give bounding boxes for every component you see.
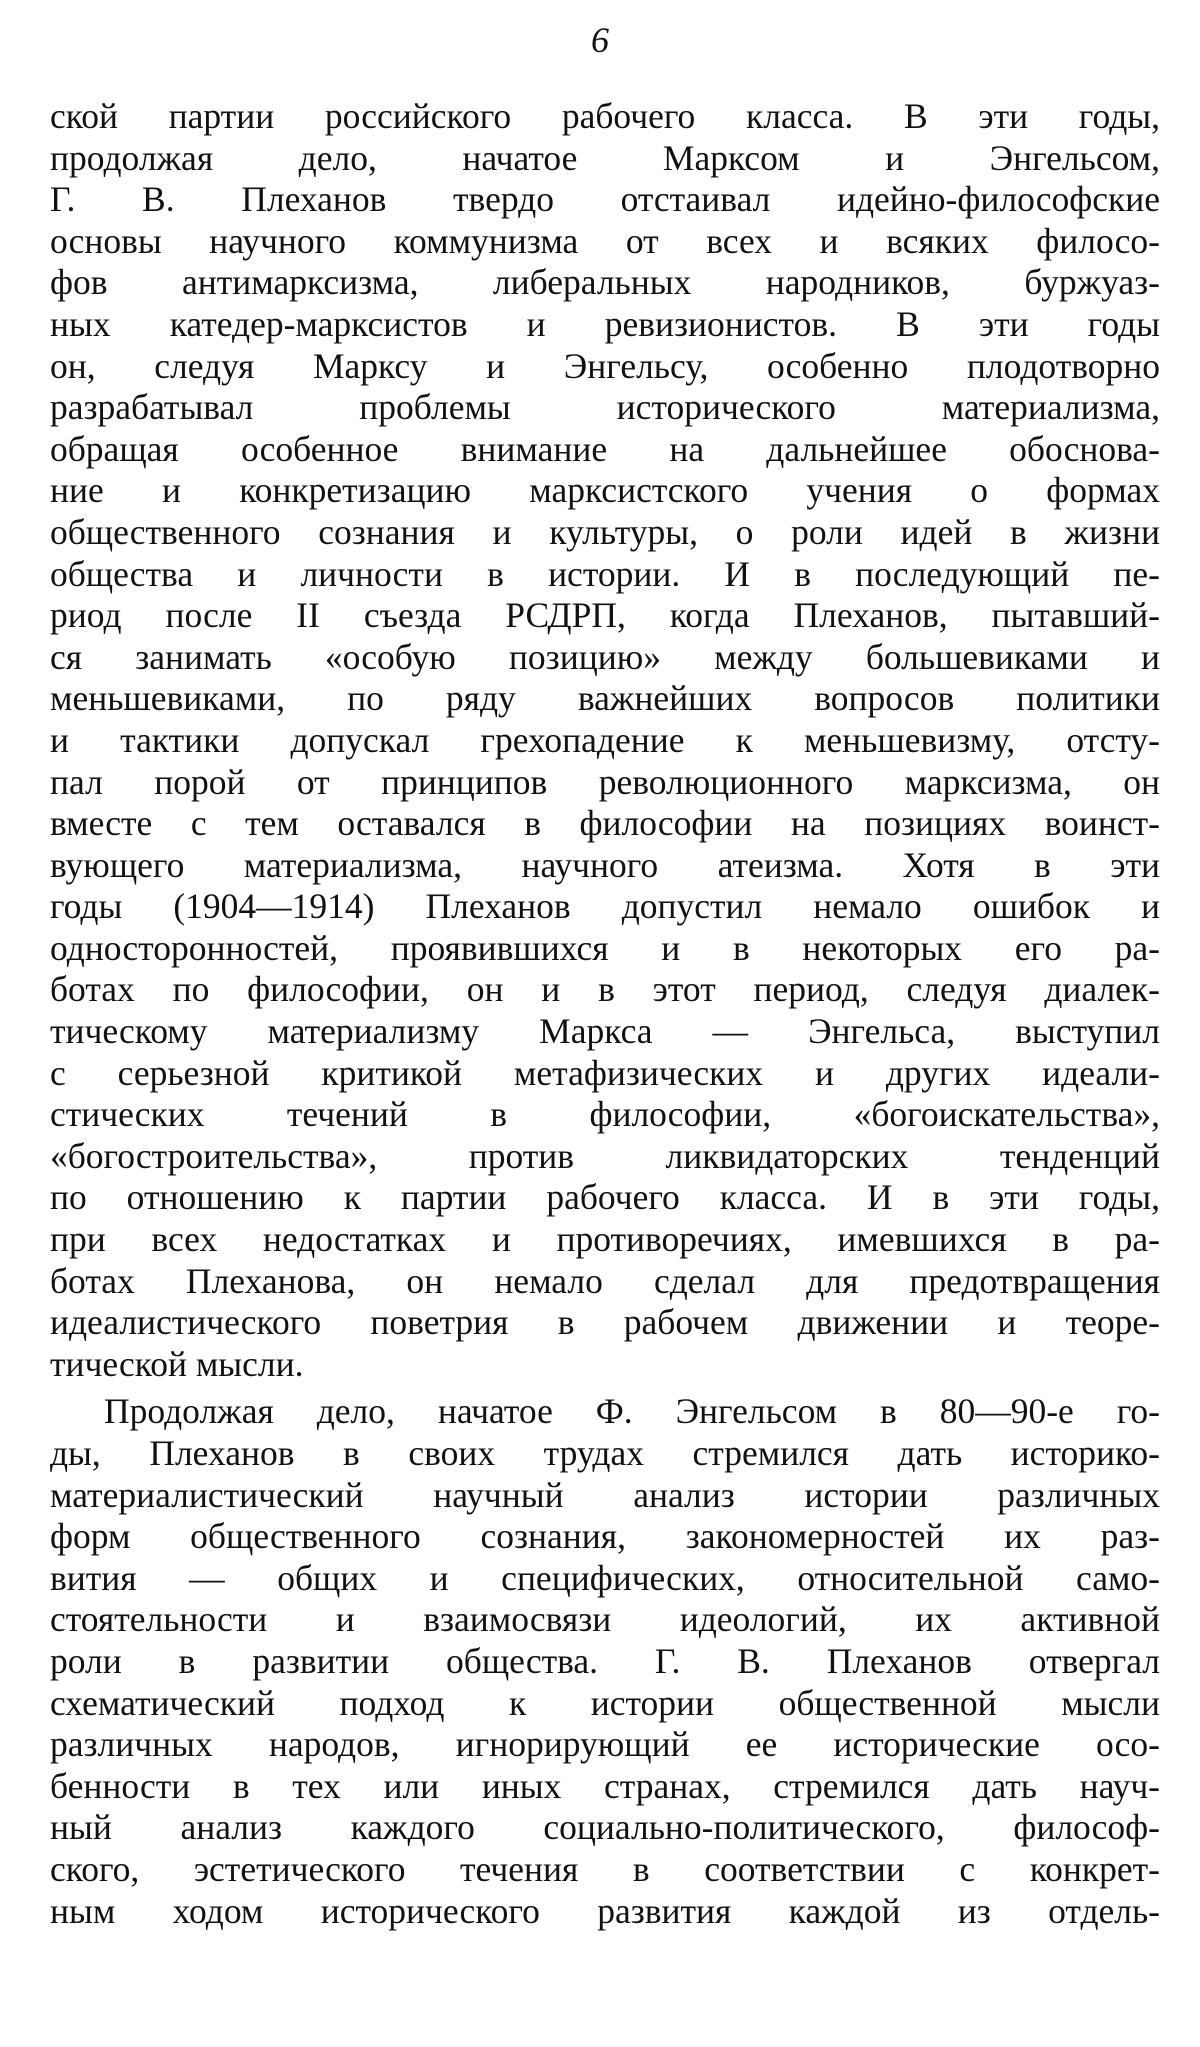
- text-line: вующего материализма, научного атеизма. Хотя в эти: [50, 844, 1160, 885]
- text-line: и тактики допускал грехопадение к меньшевизму, отсту-: [50, 719, 1160, 760]
- text-line: «богостроительства», против ликвидаторских тенденций: [50, 1135, 1160, 1176]
- text-line: вития — общих и специфических, относительной само-: [50, 1557, 1160, 1598]
- text-line: разрабатывал проблемы исторического материализма,: [50, 387, 1160, 428]
- text-line: роли в развитии общества. Г. В. Плеханов отвергал: [50, 1640, 1160, 1681]
- text-line: риод после II съезда РСДРП, когда Плеханов, пытавший-: [50, 595, 1160, 636]
- text-line: основы научного коммунизма от всех и всяких филосо-: [50, 220, 1160, 261]
- text-line: ботах по философии, он и в этот период, следуя диалек-: [50, 969, 1160, 1010]
- text-line: Г. В. Плеханов твердо отстаивал идейно-философские: [50, 179, 1160, 220]
- text-line: он, следуя Марксу и Энгельсу, особенно плодотворно: [50, 345, 1160, 386]
- text-line: общества и личности в истории. И в последующий пе-: [50, 553, 1160, 594]
- text-line: односторонностей, проявившихся и в некоторых его ра-: [50, 927, 1160, 968]
- text-line: стических течений в философии, «богоискательства»,: [50, 1094, 1160, 1135]
- text-line: ского, эстетического течения в соответствии с конкрет-: [50, 1848, 1160, 1889]
- text-line: при всех недостатках и противоречиях, имевшихся в ра-: [50, 1219, 1160, 1260]
- text-line: ской партии российского рабочего класса. В эти годы,: [50, 96, 1160, 136]
- text-line: Продолжая дело, начатое Ф. Энгельсом в 80—90-е го-: [104, 1391, 1160, 1432]
- text-line: ды, Плеханов в своих трудах стремился дать историко-: [50, 1433, 1160, 1473]
- text-line: материалистический научный анализ истории различных: [50, 1474, 1160, 1515]
- text-line: общественного сознания и культуры, о роли идей в жизни: [50, 511, 1160, 552]
- text-line: с серьезной критикой метафизических и других идеали-: [50, 1052, 1160, 1093]
- text-line: тической мысли.: [50, 1343, 304, 1384]
- text-line: продолжая дело, начатое Марксом и Энгельсом,: [50, 137, 1160, 178]
- text-line: по отношению к партии рабочего класса. И в эти годы,: [50, 1177, 1160, 1218]
- text-line: ся занимать «особую позицию» между большевиками и: [50, 636, 1160, 677]
- text-line: ние и конкретизацию марксистского учения о формах: [50, 470, 1160, 511]
- text-line: ным ходом исторического развития каждой из отдель-: [50, 1890, 1160, 1931]
- text-line: ный анализ каждого социально-политического, философ-: [50, 1807, 1160, 1848]
- text-line: форм общественного сознания, закономерностей их раз-: [50, 1516, 1160, 1557]
- text-line: бенности в тех или иных странах, стремился дать науч-: [50, 1765, 1160, 1806]
- text-line: фов антимарксизма, либеральных народников, буржуаз-: [50, 262, 1160, 303]
- text-line: пал порой от принципов революционного марксизма, он: [50, 761, 1160, 802]
- paragraph-1: [50, 96, 1160, 1385]
- text-line: обращая особенное внимание на дальнейшее обоснова-: [50, 428, 1160, 469]
- text-line: ботах Плеханова, он немало сделал для предотвращения: [50, 1260, 1160, 1301]
- paragraph-2: [50, 1391, 1160, 1932]
- text-line: вместе с тем оставался в философии на позициях воинст-: [50, 803, 1160, 844]
- text-line: ных катедер-марксистов и ревизионистов. В эти годы: [50, 303, 1160, 344]
- page-number: 6: [591, 20, 609, 60]
- text-line: различных народов, игнорирующий ее исторические осо-: [50, 1724, 1160, 1765]
- text-line: схематический подход к истории общественной мысли: [50, 1682, 1160, 1723]
- body-text: [50, 96, 1160, 1932]
- text-line: тическому материализму Маркса — Энгельса, выступил: [50, 1011, 1160, 1052]
- text-line: стоятельности и взаимосвязи идеологий, их активной: [50, 1599, 1160, 1640]
- text-line: годы (1904—1914) Плеханов допустил немало ошибок и: [50, 886, 1160, 927]
- text-line: идеалистического поветрия в рабочем движении и теоре-: [50, 1302, 1160, 1343]
- text-line: меньшевиками, по ряду важнейших вопросов политики: [50, 678, 1160, 719]
